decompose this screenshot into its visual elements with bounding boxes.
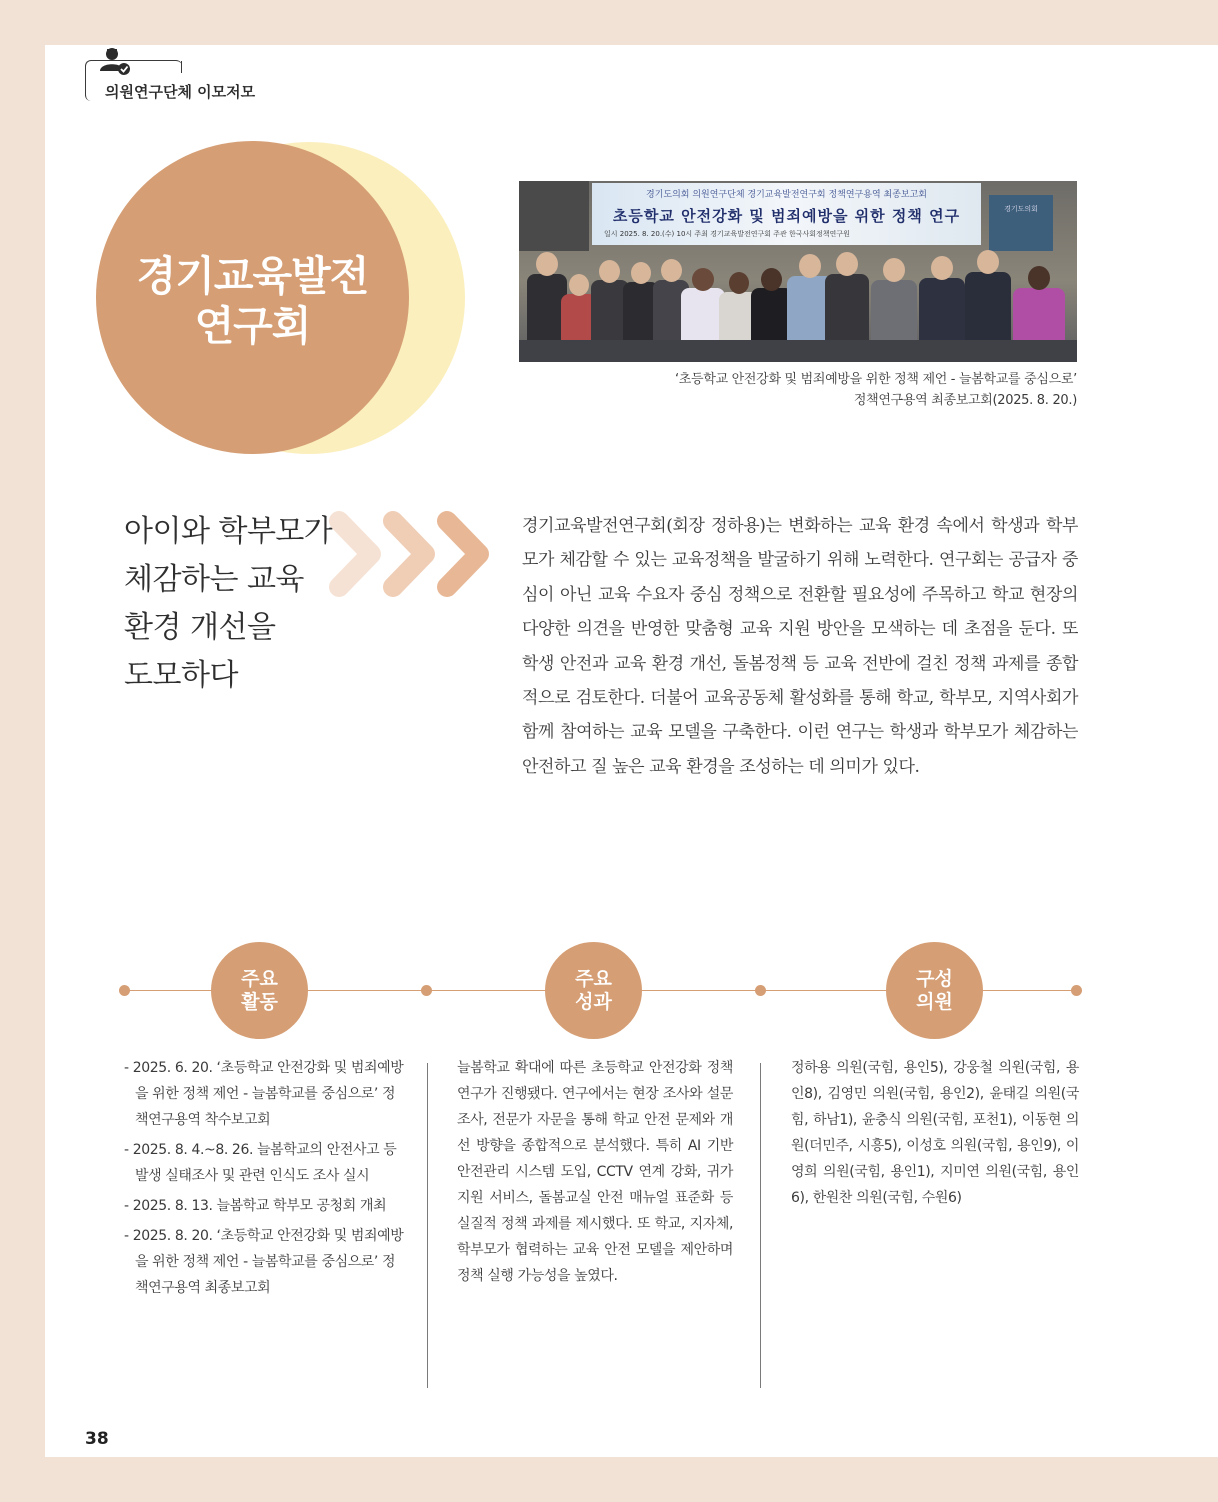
section-label: 의원연구단체 이모저모: [101, 81, 259, 102]
banner-title: 초등학교 안전강화 및 범죄예방을 위한 정책 연구: [612, 207, 961, 225]
banner-top-text: 경기도의회 의원연구단체 경기교육발전연구회 정책연구용역 최종보고회: [646, 190, 927, 200]
results-badge-line-1: 주요: [575, 967, 612, 990]
members-badge: [886, 942, 983, 1039]
members-badge-line-2: 의원: [916, 990, 953, 1013]
headline-line-4: 도모하다: [124, 658, 238, 693]
title-line-2: 연구회: [194, 302, 311, 350]
photo-banner: [592, 183, 981, 245]
members-badge-line-1: 구성: [916, 967, 953, 990]
headline-line-3: 환경 개선을: [124, 610, 276, 645]
activities-badge: [211, 942, 308, 1039]
timeline-dot: [421, 985, 432, 996]
banner-info: 일시 2025. 8. 20.(수) 10시 주최 경기교육발전연구회 주관 한국사회정책연구원: [604, 230, 850, 238]
caption-line-1: ‘초등학교 안전강화 및 범죄예방을 위한 정책 제언 - 늘봄학교를 중심으로’: [674, 372, 1077, 387]
chevron-arrows-icon: [329, 511, 499, 597]
activity-item: - 2025. 6. 20. ‘초등학교 안전강화 및 범죄예방을 위한 정책 제언 - 늘봄학교를 중심으로’ 정책연구용역 착수보고회: [124, 1060, 404, 1128]
event-photo: [519, 181, 1077, 362]
activities-badge-line-2: 활동: [241, 990, 278, 1013]
timeline-dot: [1071, 985, 1082, 996]
research-group-title: [96, 251, 409, 351]
activities-list: [124, 1055, 404, 1301]
activities-badge-line-1: 주요: [241, 967, 278, 990]
column-divider: [760, 1063, 761, 1388]
activities-column: [124, 1055, 404, 1305]
results-badge: [545, 942, 642, 1039]
page-number: 38: [85, 1429, 109, 1449]
caption-line-2: 정책연구용역 최종보고회(2025. 8. 20.): [853, 393, 1077, 408]
photo-caption: [515, 369, 1077, 411]
column-divider: [427, 1063, 428, 1388]
timeline-dot: [119, 985, 130, 996]
person-check-icon: [97, 47, 133, 77]
photo-desk: [519, 340, 1077, 362]
timeline-dot: [755, 985, 766, 996]
headline: [124, 508, 364, 700]
magazine-page: [45, 45, 1218, 1457]
intro-paragraph: 경기교육발전연구회(회장 정하용)는 변화하는 교육 환경 속에서 학생과 학부모가 체감할 수 있는 교육정책을 발굴하기 위해 노력한다. 연구회는 공급자 중심이 아닌 교육 수요자 중심 정책으로 전환할 필요성에 주목하고 학교 현장의 다양한 의견을 반영한 맞춤형 교육 지원 방안을 모색하는 데 초점을 둔다. 또 학생 안전과 교육 환경 개선, 돌봄정책 등 교육 전반에 걸친 정책 과제를 종합적으로 검토한다. 더불어 교육공동체 활성화를 통해 학교, 학부모, 지역사회가 함께 참여하는 교육 모델을 구축한다. 이런 연구는 학생과 학부모가 체감하는 안전하고 질 높은 교육 환경을 조성하는 데 의미가 있다.: [522, 516, 1078, 777]
headline-line-2: 체감하는 교육: [124, 562, 304, 597]
members-text: 정하용 의원(국힘, 용인5), 강웅철 의원(국힘, 용인8), 김영민 의원(국힘, 용인2), 윤태길 의원(국힘, 하남1), 윤충식 의원(국힘, 포천1), 이동현 의원(더민주, 시흥5), 이성호 의원(국힘, 용인9), 이영희 의원(국힘, 용인1), 지미연 의원(국힘, 용인6), 한원찬 의원(국힘, 수원6): [791, 1060, 1079, 1206]
activity-item: - 2025. 8. 13. 늘봄학교 학부모 공청회 개최: [124, 1198, 387, 1214]
activity-item: - 2025. 8. 4.~8. 26. 늘봄학교의 안전사고 등 발생 실태조사 및 관련 인식도 조사 실시: [124, 1142, 397, 1184]
activity-item: - 2025. 8. 20. ‘초등학교 안전강화 및 범죄예방을 위한 정책 제언 - 늘봄학교를 중심으로’ 정책연구용역 최종보고회: [124, 1228, 404, 1296]
headline-line-1: 아이와 학부모가: [124, 514, 333, 549]
photo-wall-sign: 경기도의회: [989, 195, 1053, 251]
results-badge-line-2: 성과: [575, 990, 612, 1013]
results-text: 늘봄학교 확대에 따른 초등학교 안전강화 정책 연구가 진행됐다. 연구에서는 현장 조사와 설문 조사, 전문가 자문을 통해 학교 안전 문제와 개선 방향을 종합적으로 분석했다. 특히 AI 기반 안전관리 시스템 도입, CCTV 연계 강화, 귀가 지원 서비스, 돌봄교실 안전 매뉴얼 표준화 등 실질적 정책 과제를 제시했다. 또 학교, 지자체, 학부모가 협력하는 교육 안전 모델을 제안하며 정책 실행 가능성을 높였다.: [457, 1060, 733, 1284]
photo-people: [519, 241, 1077, 362]
title-line-1: 경기교육발전: [136, 252, 369, 300]
